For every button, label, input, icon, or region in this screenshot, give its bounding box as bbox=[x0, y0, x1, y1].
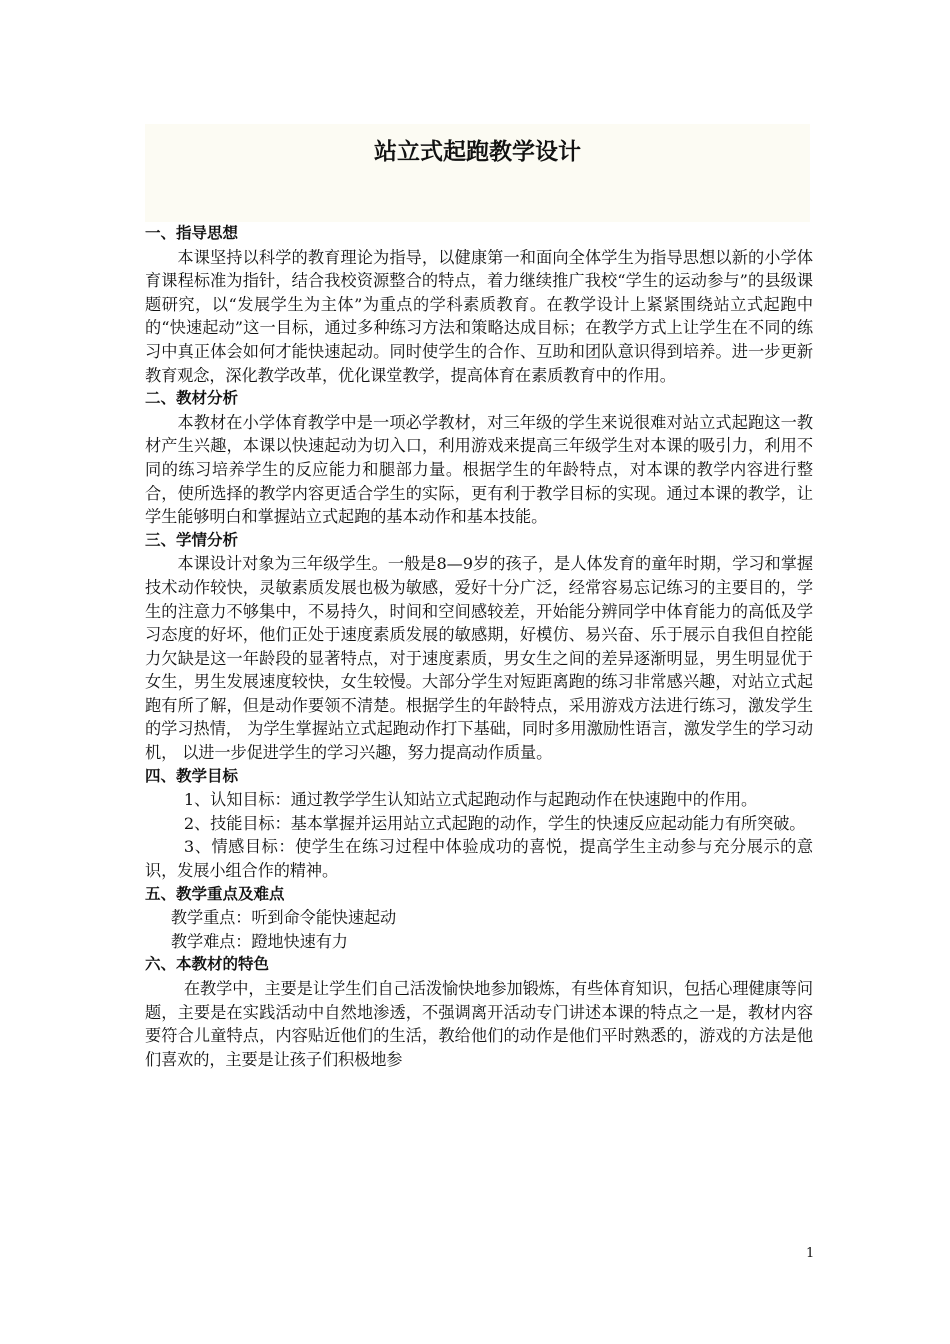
paragraph: 本课坚持以科学的教育理论为指导，以健康第一和面向全体学生为指导思想以新的小学体育课程标准为指针，结合我校资源整合的特点，着力继续推广我校“学生的运动参与”的县级课题研究，以“发展学生为主体”为重点的学科素质教育。在教学设计上紧紧围绕站立式起跑中的“快速起动”这一目标，通过多种练习方法和策略达成目标；在教学方式上让学生在不同的练习中真正体会如何才能快速起动。同时使学生的合作、互助和团队意识得到培养。进一步更新教育观念，深化教学改革，优化课堂教学，提高体育在素质教育中的作用。 bbox=[145, 247, 813, 385]
section-material-features bbox=[145, 953, 813, 1071]
paragraph: 本教材在小学体育教学中是一项必学教材，对三年级的学生来说很难对站立式起跑这一教材产生兴趣，本课以快速起动为切入口，利用游戏来提高三年级学生对本课的吸引力，利用不同的练习培养学生的反应能力和腿部力量。根据学生的年龄特点，对本课的教学内容进行整合，使所选择的教学内容更适合学生的实际，更有利于教学目标的实现。通过本课的教学，让学生能够明白和掌握站立式起跑的基本动作和基本技能。 bbox=[145, 412, 813, 527]
goal-skill: 2、技能目标：基本掌握并运用站立式起跑的动作，学生的快速反应起动能力有所突破。 bbox=[183, 813, 806, 833]
section-student-analysis bbox=[145, 529, 813, 765]
section-heading: 三、学情分析 bbox=[145, 530, 239, 549]
section-heading: 一、指导思想 bbox=[145, 224, 239, 242]
paragraph: 在教学中，主要是让学生们自己活泼愉快地参加锻炼，有些体育知识，包括心理健康等问题，主要是在实践活动中自然地渗透，不强调离开活动专门讲述本课的特点之一是，教材内容要符合儿童特点，内容贴近他们的生活，教给他们的动作是他们平时熟悉的，游戏的方法是他们喜欢的，主要是让孩子们积极地参 bbox=[145, 979, 813, 1069]
difficult-point: 教学难点：蹬地快速有力 bbox=[170, 931, 348, 951]
document-title: 站立式起跑教学设计 bbox=[374, 139, 581, 165]
page-number: 1 bbox=[806, 1246, 815, 1261]
key-point: 教学重点：听到命令能快速起动 bbox=[170, 908, 397, 928]
section-heading: 四、教学目标 bbox=[145, 766, 239, 785]
section-heading: 五、教学重点及难点 bbox=[145, 884, 285, 903]
section-guiding-thought bbox=[145, 222, 813, 387]
goal-emotional: 3、情感目标：使学生在练习过程中体验成功的喜悦，提高学生主动参与充分展示的意识，发展小组合作的精神。 bbox=[145, 837, 813, 881]
section-key-points bbox=[145, 883, 813, 954]
section-teaching-goals bbox=[145, 765, 813, 883]
goal-cognitive: 1、认知目标：通过教学学生认知站立式起跑动作与起跑动作在快速跑中的作用。 bbox=[183, 790, 758, 810]
paragraph: 本课设计对象为三年级学生。一般是8—9岁的孩子，是人体发育的童年时期，学习和掌握技术动作较快，灵敏素质发展也极为敏感，爱好十分广泛，经常容易忘记练习的主要目的，学生的注意力不够集中，不易持久，时间和空间感较差，开始能分辨同学中体育能力的高低及学习态度的好坏，他们正处于速度素质发展的敏感期，好模仿、易兴奋、乐于展示自我但自控能力欠缺是这一年龄段的显著特点，对于速度素质，男女生之间的差异逐渐明显，男生明显优于女生，男生发展速度较快，女生较慢。大部分学生对短距离跑的练习非常感兴趣，对站立式起跑有所了解，但是动作要领不清楚。根据学生的年龄特点，采用游戏方法进行练习，激发学生的学习热情， 为学生掌握站立式起跑动作打下基础，同时多用激励性语言，激发学生的学习动机， 以进一步促进学生的学习兴趣，努力提高动作质量。 bbox=[145, 554, 813, 763]
section-heading: 六、本教材的特色 bbox=[145, 955, 270, 974]
section-material-analysis bbox=[145, 387, 813, 529]
section-heading: 二、教材分析 bbox=[145, 389, 239, 408]
document-body bbox=[145, 222, 813, 1071]
